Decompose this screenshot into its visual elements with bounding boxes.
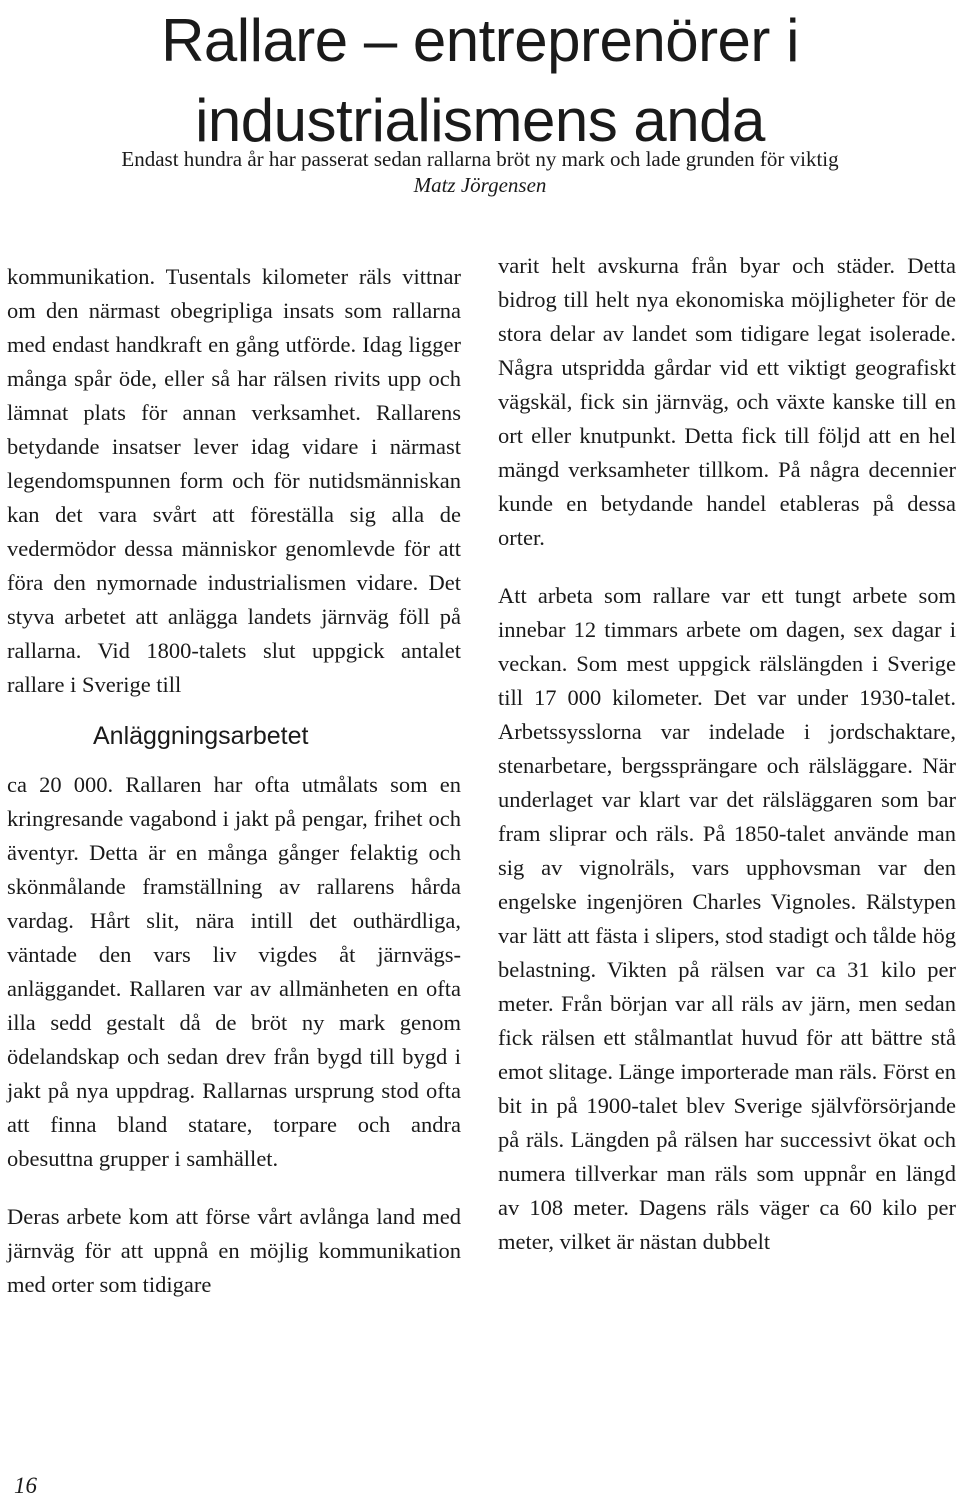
article-subtitle: Endast hundra år har passerat sedan rallarna bröt ny mark och lade grunden för viktig: [121, 147, 839, 171]
section-heading: Anläggningsarbetet: [93, 722, 309, 750]
right-paragraph-1: varit helt avskurna från byar och städer. Detta bidrog till helt nya ekonomiska möjligheter för de stora delar av landet som tidigare legat isolerade. Några utspridda gårdar vid ett viktigt geografiskt vägskäl, fick sin järnväg, och växte kanske till en ort eller knutpunkt. Detta fick till följd att en hel mängd verksamheter tillkom. På några decennier kunde en betydande handel etableras på dessa orter.: [498, 253, 956, 550]
left-paragraph-3: Deras arbete kom att förse vårt avlånga land med järnväg för att uppnå en möjlig kommunikation med orter som tidigare: [7, 1204, 461, 1297]
left-paragraph-1: kommunikation. Tusentals kilometer räls vittnar om den närmast obegripliga insats som rallarna med endast handkraft en gång utförde. Idag ligger många spår öde, eller så har rälsen rivits upp och lämnat plats för annan verksamhet. Rallarens betydande insatser lever idag vidare i närmast legendomspunnen form och för nutidsmänniskan kan det vara svårt att föreställa sig alla de vedermödor dessa människor genomlevde för att föra den nymornade industrialismen vidare. Det styva arbetet att anlägga landets järnväg föll på rallarna. Vid 1800-talets slut uppgick antalet rallare i Sverige till: [7, 264, 461, 697]
left-column: [7, 260, 461, 1302]
right-paragraph-2: Att arbeta som rallare var ett tungt arbete som innebar 12 timmars arbete om dagen, sex dagar i veckan. Som mest uppgick rälslängden i Sverige till 17 000 kilometer. Det var under 1930-talet. Arbetssysslorna var indelade i jordschaktare, stenarbetare, bergssprängare och rälsläggare. När underlaget var klart var det rälsläggaren som bar fram sliprar och räls. På 1850-talet använde man sig av vignolräls, vars upphovsman var den engelske ingenjören Charles Vignoles. Rälstypen var lätt att fästa i slipers, stod stadigt och tålde hög belastning. Vikten på rälsen var ca 31 kilo per meter. Från början var all räls av järn, men sedan fick rälsen ett stålmantlat huvud för att bättre stå emot slitage. Länge importerade man räls. Först en bit in på 1900-talet blev Sverige självförsörjande på räls. Längden på rälsen har successivt ökat och numera tillverkar man räls som uppnår en längd av 108 meter. Dagens räls väger ca 60 kilo per meter, vilket är nästan dubbelt: [498, 583, 956, 1254]
left-paragraph-2: ca 20 000. Rallaren har ofta utmålats som en kringresande vagabond i jakt på pengar, frihet och äventyr. Detta är en många gånger felaktig och skönmålande framställning av rallarens hårda vardag. Hårt slit, nära intill det outhärdliga, väntade den vars liv vigdes åt järnvägsanläggandet. Rallaren var av allmänheten en ofta illa sedd gestalt då de bröt ny mark genom ödelandskap och sedan drev från bygd till bygd i jakt på nya uppdrag. Rallarnas ursprung stod ofta att finna bland statare, torpare och andra obesuttna grupper i samhället.: [7, 772, 461, 1171]
page-number: 16: [14, 1473, 37, 1498]
article-title-line-1: Rallare – entreprenörer i: [161, 7, 799, 74]
article-title-line-2: industrialismens anda: [195, 87, 765, 154]
right-column: [498, 249, 956, 1259]
article-author: Matz Jörgensen: [413, 173, 547, 197]
